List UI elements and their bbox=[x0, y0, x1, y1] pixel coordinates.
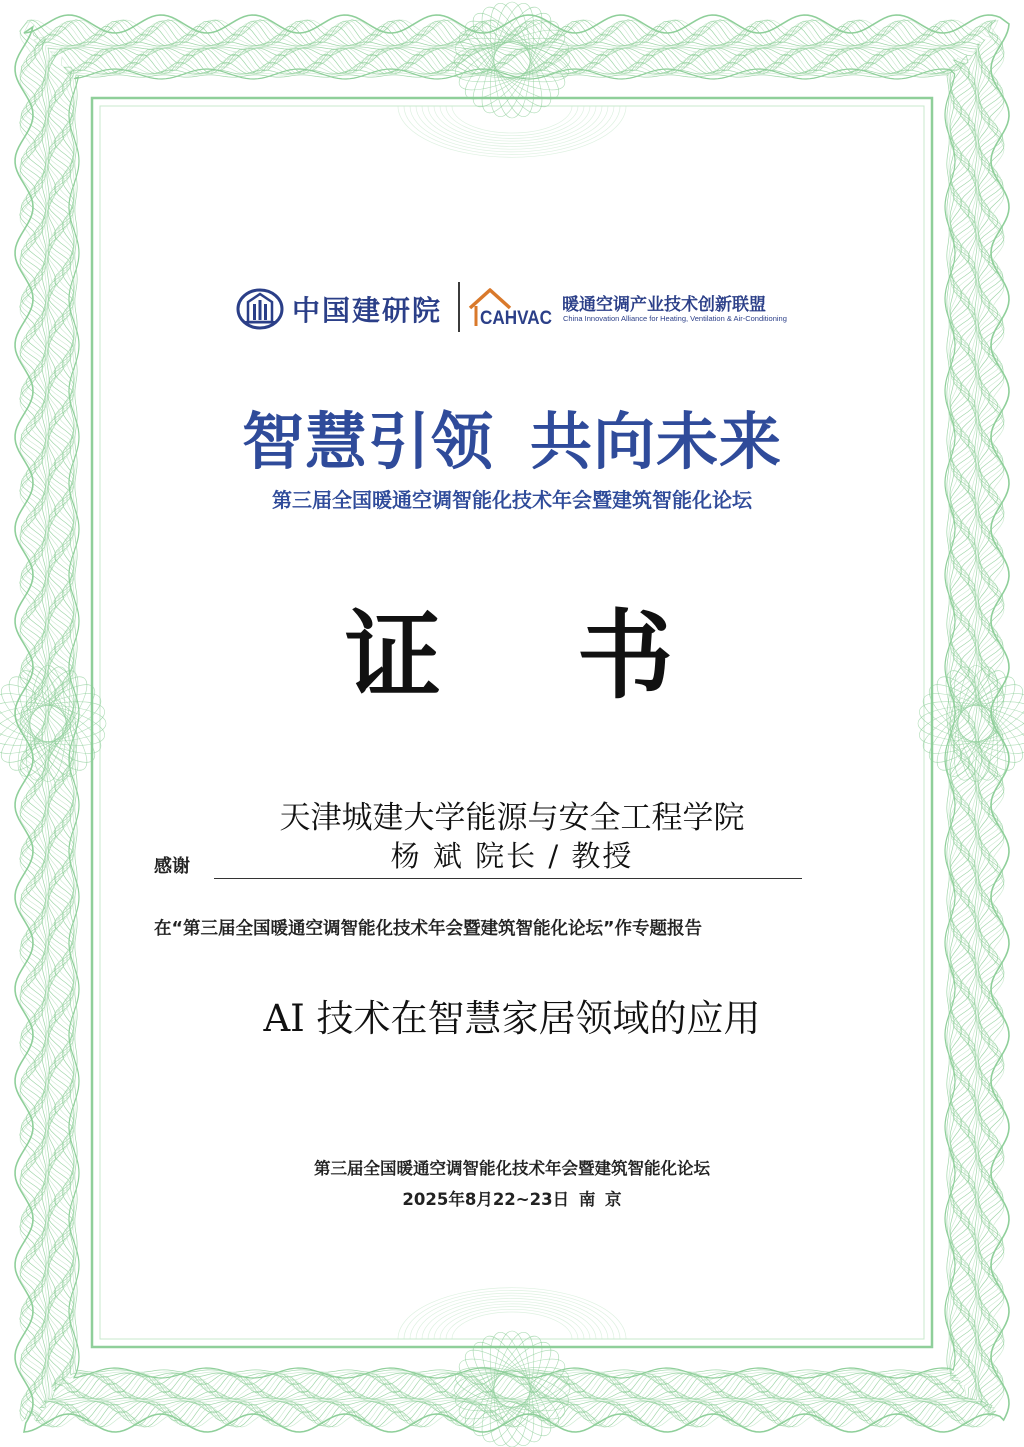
cahvac-logo bbox=[468, 280, 818, 336]
recipient-underline bbox=[214, 878, 802, 879]
event-name: 第三届全国暖通空调智能化技术年会暨建筑智能化论坛 bbox=[272, 488, 752, 512]
recipient-organization: 天津城建大学能源与安全工程学院 bbox=[279, 800, 745, 836]
alliance-name-en: China Innovation Alliance for Heating, Ventilation & Air-Conditioning bbox=[563, 314, 787, 323]
cabr-logo bbox=[236, 282, 451, 334]
certificate-title-char-2: 书 bbox=[577, 599, 673, 712]
certificate-title-char-1: 证 bbox=[345, 599, 441, 712]
cabr-name: 中国建研院 bbox=[292, 294, 443, 327]
slogan-part-1: 智慧引领 bbox=[241, 405, 494, 478]
slogan bbox=[0, 392, 1024, 481]
cahvac-house-logo-icon bbox=[468, 286, 554, 328]
recipient-name: 杨 斌 院长 / 教授 bbox=[390, 839, 634, 873]
report-topic: AI 技术在智慧家居领域的应用 bbox=[263, 997, 761, 1040]
certificate-title bbox=[345, 580, 685, 712]
logo-divider bbox=[458, 282, 460, 332]
footer-event-name: 第三届全国暖通空调智能化技术年会暨建筑智能化论坛 bbox=[314, 1159, 710, 1178]
thanks-label: 感谢 bbox=[154, 856, 190, 877]
footer-date-place: 2025年8月22~23日 南 京 bbox=[402, 1190, 622, 1209]
report-sentence: 在“第三届全国暖通空调智能化技术年会暨建筑智能化论坛”作专题报告 bbox=[154, 919, 703, 939]
slogan-part-2: 共向未来 bbox=[530, 405, 783, 478]
alliance-name-cn: 暖通空调产业技术创新联盟 bbox=[562, 295, 766, 315]
cahvac-mark-text: CAHVAC bbox=[480, 308, 553, 328]
header-logos bbox=[236, 280, 816, 336]
cabr-building-emblem-icon bbox=[236, 286, 284, 330]
